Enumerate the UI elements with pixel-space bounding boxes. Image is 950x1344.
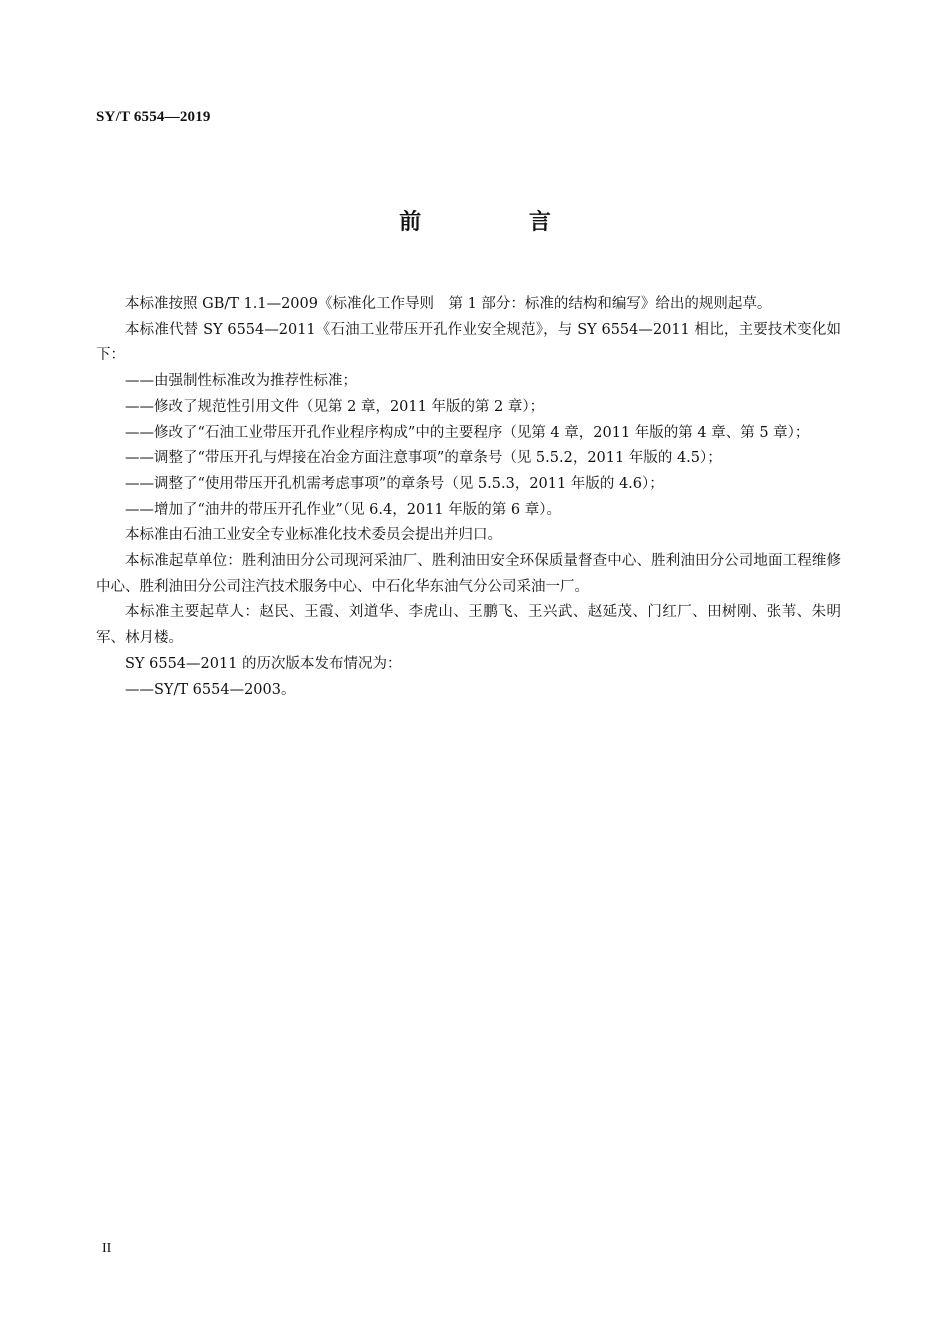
paragraph-drafters: 本标准主要起草人：赵民、王霞、刘道华、李虎山、王鹏飞、王兴武、赵延茂、门红厂、田树刚、张苇、朱明军、林月楼。: [96, 604, 841, 647]
paragraph-proposed-by: 本标准由石油工业安全专业标准化技术委员会提出并归口。: [125, 527, 502, 544]
page-title: 前 言: [399, 210, 601, 235]
paragraph-drafting-units: 本标准起草单位：胜利油田分公司现河采油厂、胜利油田安全环保质量督查中心、胜利油田分公司地面工程维修中心、胜利油田分公司注汽技术服务中心、中石化华东油气分公司采油一厂。: [96, 553, 841, 595]
paragraph-drafting-rules: 本标准按照 GB/T 1.1—2009《标准化工作导则 第 1 部分：标准的结构和编写》给出的规则起草。: [125, 296, 772, 312]
foreword-body: [96, 292, 841, 703]
paragraph-version-history: SY 6554—2011 的历次版本发布情况为：: [125, 655, 402, 672]
paragraph-replaces: 本标准代替 SY 6554—2011《石油工业带压开孔作业安全规范》，与 SY 6554—2011 相比，主要技术变化如下：: [96, 321, 841, 364]
change-item: ——修改了“石油工业带压开孔作业程序构成”中的主要程序（见第 4 章，2011 年版的第 4 章、第 5 章）；: [125, 424, 810, 441]
page-number: II: [102, 1241, 112, 1256]
change-item: ——由强制性标准改为推荐性标准；: [125, 373, 357, 390]
change-item: ——调整了“带压开孔与焊接在冶金方面注意事项”的章条号（见 5.5.2，2011 年版的 4.5）；: [125, 450, 722, 467]
change-item: ——调整了“使用带压开孔机需考虑事项”的章条号（见 5.5.3，2011 年版的 4.6）；: [125, 475, 664, 492]
change-item: ——增加了“油井的带压开孔作业”（见 6.4，2011 年版的第 6 章）。: [125, 501, 561, 518]
version-item: ——SY/T 6554—2003。: [125, 681, 296, 698]
change-item: ——修改了规范性引用文件（见第 2 章，2011 年版的第 2 章）；: [125, 398, 545, 415]
standard-code: SY/T 6554—2019: [96, 109, 211, 125]
